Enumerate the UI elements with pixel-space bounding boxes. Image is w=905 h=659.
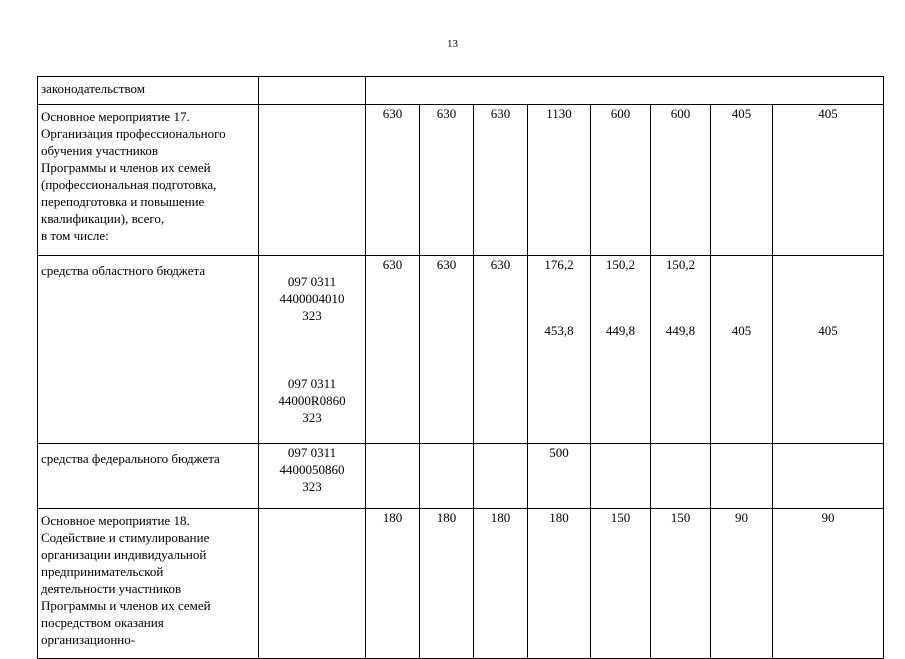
value-cell: 500 [528,444,591,509]
code-cell [259,256,366,444]
value-cell [591,444,651,509]
table-row [38,256,884,444]
table-row [38,105,884,256]
value-cell: 150 [651,509,711,659]
description-cell: средства федерального бюджета [38,444,259,509]
code-cell [259,105,366,256]
table-row [38,77,884,105]
description-cell: Основное мероприятие 17. Организация профессионального обучения участников Программы и членов их семей (профессиональная подготовка, переподготовка и повышение квалификации), всего, в том числе: [38,105,259,256]
value-cell: 150,2 449,8 [651,256,711,444]
values-cell [366,77,884,105]
value-cell: 405 [711,105,773,256]
value-cell [711,444,773,509]
code-cell [259,77,366,105]
value-cell [773,444,884,509]
budget-code: 097 0311 44000R0860 323 [278,376,346,425]
value-cell: 630 [366,105,420,256]
table-row [38,509,884,659]
value-cell: 176,2 453,8 [528,256,591,444]
value-cell: 600 [651,105,711,256]
value-cell: 630 [474,256,528,444]
value-cell [420,444,474,509]
table-row [38,444,884,509]
value-cell: 630 [366,256,420,444]
code-cell [259,509,366,659]
value-cell [651,444,711,509]
value-cell: 1130 [528,105,591,256]
value-cell [366,444,420,509]
value-cell: 630 [474,105,528,256]
value-cell: 630 [420,256,474,444]
value-cell: 90 [711,509,773,659]
budget-code: 097 0311 4400004010 323 [279,274,345,323]
value-cell: 405 [773,105,884,256]
description-cell: Основное мероприятие 18. Содействие и стимулирование организации индивидуальной предпринимательской деятельности участников Программы и членов их семей посредством оказания организационно- [38,509,259,659]
value-cell: 150,2 449,8 [591,256,651,444]
value-cell: 405 [711,256,773,444]
code-cell: 097 0311 4400050860 323 [259,444,366,509]
value-cell: 630 [420,105,474,256]
budget-table [37,76,884,659]
value-cell: 150 [591,509,651,659]
value-cell: 600 [591,105,651,256]
value-cell: 405 [773,256,884,444]
value-cell: 180 [474,509,528,659]
description-cell: средства областного бюджета [38,256,259,444]
value-cell: 180 [420,509,474,659]
value-cell: 90 [773,509,884,659]
page-number: 13 [447,38,458,50]
value-cell [474,444,528,509]
description-cell: законодательством [38,77,259,105]
value-cell: 180 [366,509,420,659]
value-cell: 180 [528,509,591,659]
